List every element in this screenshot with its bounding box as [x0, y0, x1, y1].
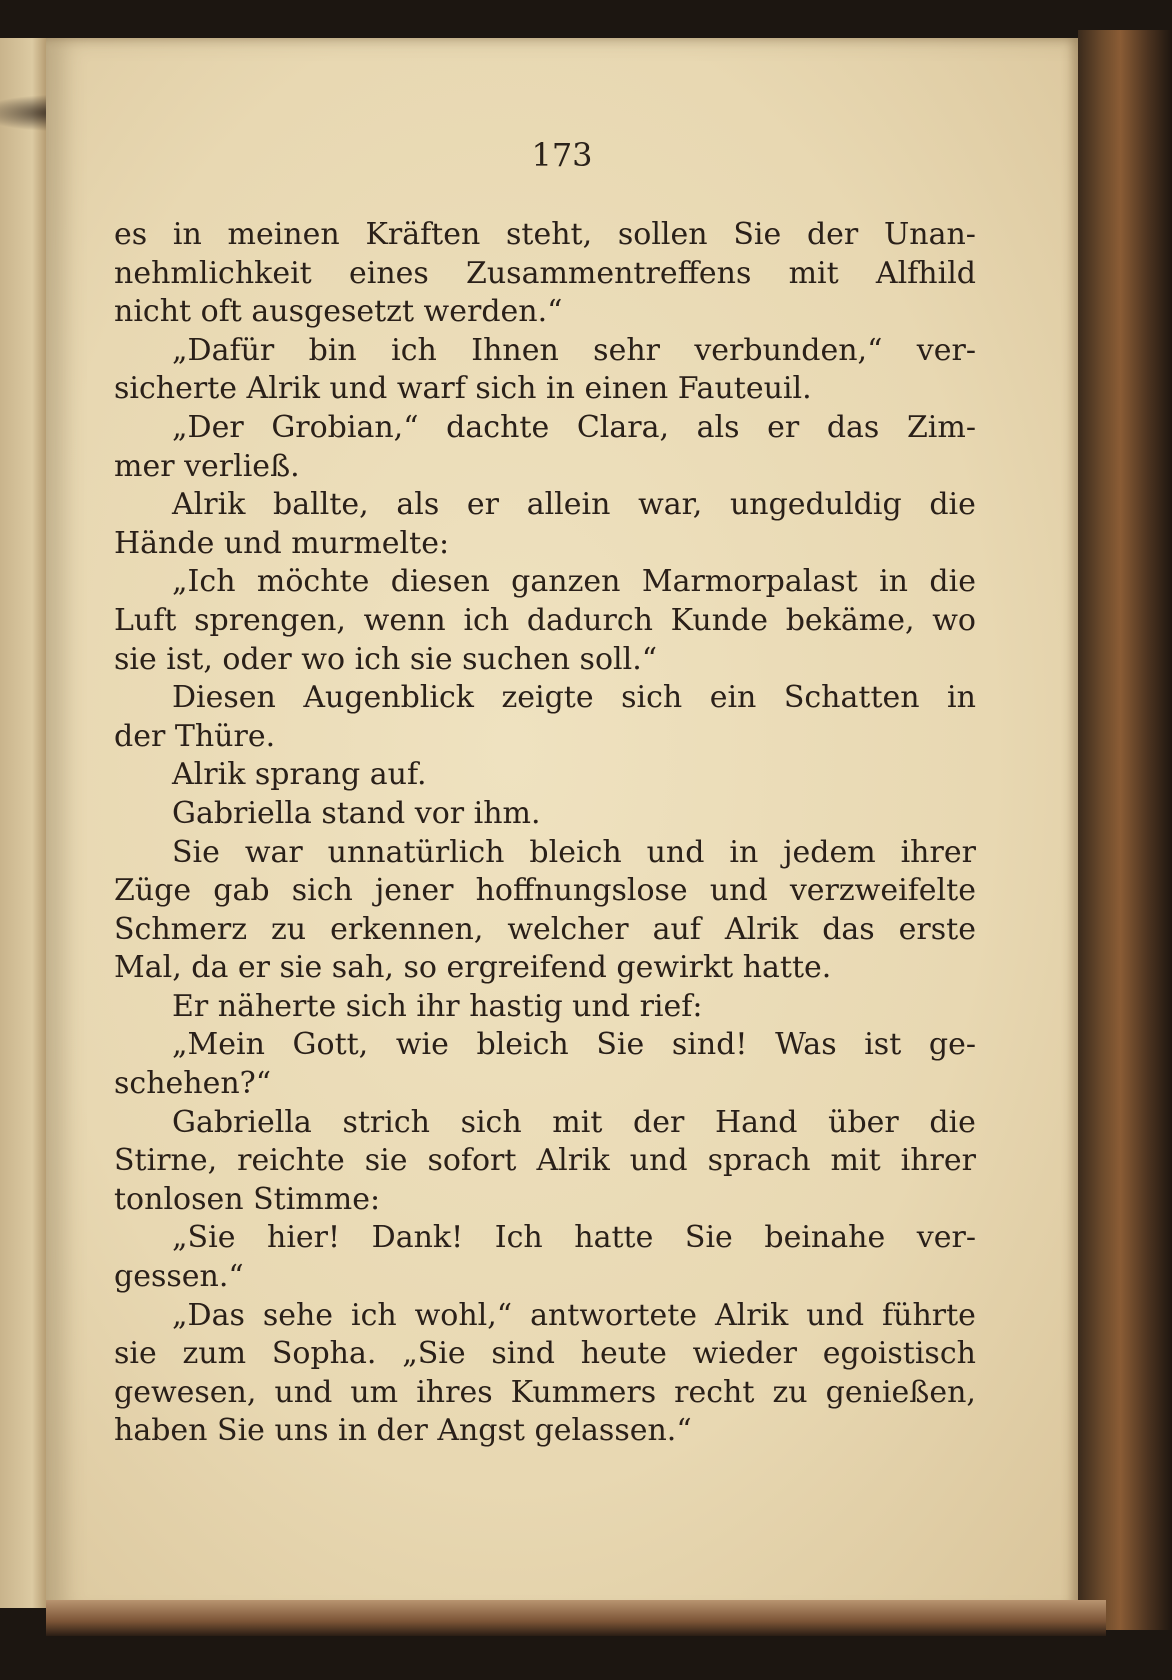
text-line: Alrik ballte, als er allein war, ungeduldig die — [172, 487, 976, 523]
text-line: „Mein Gott, wie bleich Sie sind! Was ist ge- — [172, 1027, 976, 1063]
text-line: Gabriella stand vor ihm. — [172, 795, 541, 831]
text-line: Stirne, reichte sie sofort Alrik und sprach mit ihrer — [114, 1143, 976, 1179]
text-line: Züge gab sich jener hoffnungslose und verzweifelte — [114, 873, 976, 909]
text-line: „Dafür bin ich Ihnen sehr verbunden,“ ver- — [172, 332, 976, 368]
text-line: Er näherte sich ihr hastig und rief: — [172, 988, 703, 1024]
text-line: Mal, da er sie sah, so ergreifend gewirkt hatte. — [114, 950, 832, 986]
text-line: Hände und murmelte: — [114, 525, 450, 561]
book-cover-edge — [1078, 30, 1172, 1630]
text-line: sie zum Sopha. „Sie sind heute wieder egoistisch — [114, 1336, 976, 1372]
text-line: Diesen Augenblick zeigte sich ein Schatten in — [172, 680, 976, 716]
book-page — [46, 38, 1078, 1618]
text-line: sie ist, oder wo ich sie suchen soll.“ — [114, 641, 658, 677]
body-text — [114, 216, 976, 1451]
text-line: haben Sie uns in der Angst gelassen.“ — [114, 1413, 692, 1449]
text-line: gewesen, und um ihres Kummers recht zu genießen, — [114, 1374, 976, 1410]
text-line: tonlosen Stimme: — [114, 1181, 381, 1217]
text-line: Alrik sprang auf. — [172, 757, 427, 793]
text-line: nehmlichkeit eines Zusammentreffens mit Alfhild — [114, 255, 976, 291]
text-line: sicherte Alrik und warf sich in einen Fauteuil. — [114, 371, 812, 407]
text-line: „Der Grobian,“ dachte Clara, als er das Zim- — [172, 409, 976, 445]
text-line: „Ich möchte diesen ganzen Marmorpalast in die — [172, 564, 976, 600]
text-line: Sie war unnatürlich bleich und in jedem ihrer — [172, 834, 976, 870]
page-number: 173 — [531, 136, 593, 174]
text-line: gessen.“ — [114, 1259, 244, 1295]
text-line: schehen?“ — [114, 1066, 272, 1102]
text-line: der Thüre. — [114, 718, 276, 754]
text-line: nicht oft ausgesetzt werden.“ — [114, 294, 563, 330]
text-line: „Sie hier! Dank! Ich hatte Sie beinahe ver- — [172, 1220, 976, 1256]
text-line: es in meinen Kräften steht, sollen Sie der Unan- — [114, 217, 976, 252]
text-line: Schmerz zu erkennen, welcher auf Alrik das erste — [114, 911, 976, 947]
text-line: mer verließ. — [114, 448, 300, 484]
book-bottom-edge — [46, 1600, 1106, 1636]
text-line: „Das sehe ich wohl,“ antwortete Alrik und führte — [172, 1297, 976, 1333]
previous-page-edge — [0, 38, 46, 1608]
text-line: Gabriella strich sich mit der Hand über die — [172, 1104, 976, 1140]
text-line: Luft sprengen, wenn ich dadurch Kunde bekäme, wo — [114, 602, 976, 638]
